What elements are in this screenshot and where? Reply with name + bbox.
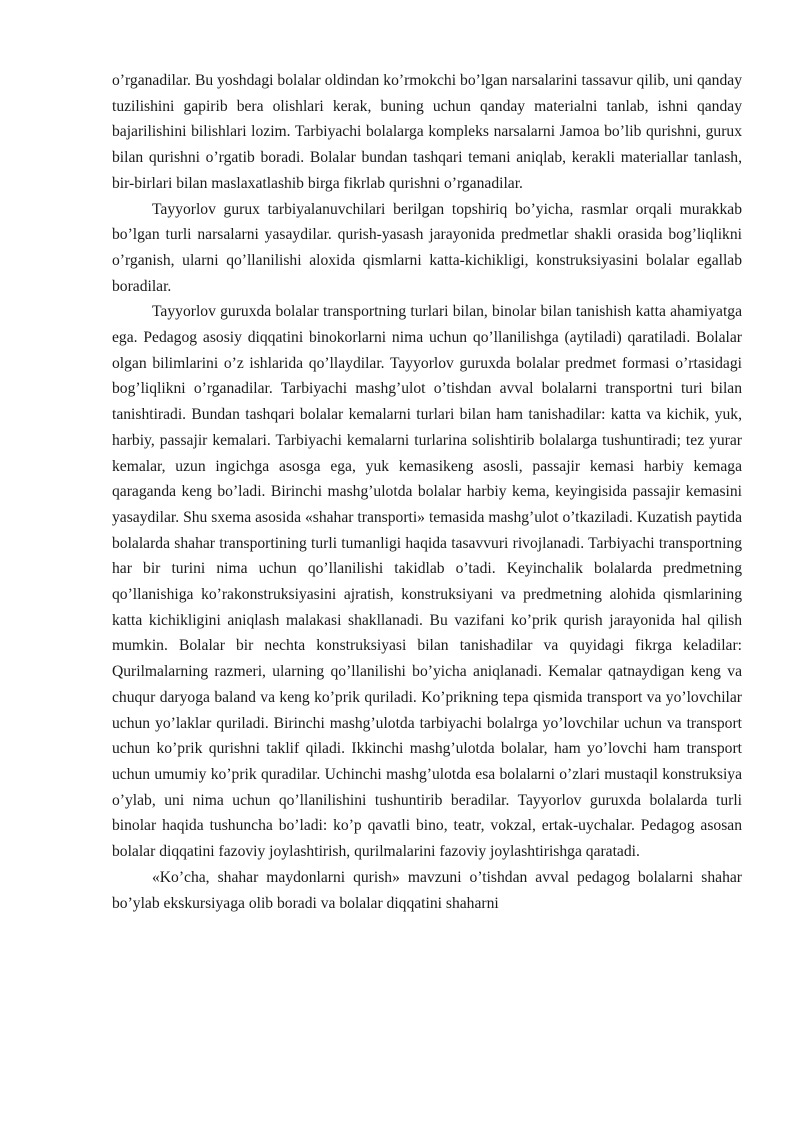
paragraph-1: o’rganadilar. Bu yoshdagi bolalar oldindan ko’rmokchi bo’lgan narsalarini tassavur qilib, uni qanday tuzilishini gapirib bera olishlari kerak, buning uchun qanday materialni tanlab, ishni qanday bajarilishini bilishlari lozim. Tarbiyachi bolalarga kompleks narsalarni Jamoa bo’lib qurishni, gurux bilan qurishni o’rgatib boradi. Bolalar bundan tashqari temani aniqlab, kerakli materiallar tanlash, bir-birlari bilan maslaxatlashib birga fikrlab qurishni o’rganadilar. [112, 72, 742, 192]
document-page [112, 68, 742, 916]
paragraph-4: «Ko’cha, shahar maydonlarni qurish» mavzuni o’tishdan avval pedagog bolalarni shahar bo’ylab ekskursiyaga olib boradi va bolalar diqqatini shaharni [112, 868, 742, 912]
paragraph-2: Tayyorlov gurux tarbiyalanuvchilari berilgan topshiriq bo’yicha, rasmlar orqali murakkab bo’lgan turli narsalarni yasaydilar. qurish-yasash jarayonida predmetlar shakli orasida bog’liqlikni o’rganish, ularni qo’llanilishi aloxida qismlarni katta-kichikligi, konstruksiyasini bolalar egallab boradilar. [112, 200, 742, 295]
paragraph-3: Tayyorlov guruxda bolalar transportning turlari bilan, binolar bilan tanishish katta ahamiyatga ega. Pedagog asosiy diqqatini binokorlarni nima uchun qo’llanilishga (aytiladi) qaratiladi. Bolalar olgan bilimlarini o’z ishlarida qo’llaydilar. Tayyorlov guruxda bolalar predmet formasi o’rtasidagi bog’liqlikni o’rganadilar. Tarbiyachi mashg’ulot o’tishdan avval bolalarni transportni turi bilan tanishtiradi. Bundan tashqari bolalar kemalarni turlari bilan ham tanishadilar: katta va kichik, yuk, harbiy, passajir kemalari. Tarbiyachi kemalarni turlarina solishtirib bolalarga tushuntiradi; tez yurar kemalar, uzun ingichga asosga ega, yuk kemasikeng asosli, passajir kemasi harbiy kemaga qaraganda keng bo’ladi. Birinchi mashg’ulotda bolalar harbiy kema, keyingisida passajir kemasini yasaydilar. Shu sxema asosida «shahar transporti» temasida mashg’ulot o’tkaziladi. Kuzatish paytida bolalarda shahar transportining turli tumanligi haqida tasavvuri rivojlanadi. Tarbiyachi transportning har bir turini nima uchun qo’llanilishi takidlab o’tadi. Keyinchalik bolalarda predmetning qo’llanishiga ko’rakonstruksiyasini ajratish, konstruksiyani va predmetning alohida qismlarining katta kichikligini aniqlash malakasi shakllanadi. Bu vazifani ko’prik qurish jarayonida hal qilish mumkin. Bolalar bir nechta konstruksiyasi bilan tanishadilar va quyidagi fikrga keladilar: Qurilmalarning razmeri, ularning qo’llanilishi bo’yicha aniqlanadi. Kemalar qatnaydigan keng va chuqur daryoga baland va keng ko’prik quriladi. Ko’prikning tepa qismida transport va yo’lovchilar uchun yo’laklar quriladi. Birinchi mashg’ulotda tarbiyachi bolalrga yo’lovchilar uchun va transport uchun ko’prik qurishni taklif qiladi. Ikkinchi mashg’ulotda bolalar, ham yo’lovchi ham transport uchun umumiy ko’prik quradilar. Uchinchi mashg’ulotda esa bolalarni o’zlari mustaqil konstruksiya o’ylab, uni nima uchun qo’llanilishini tushuntirib beradilar. Tayyorlov guruxda bolalarda turli binolar haqida tushuncha bo’ladi: ko’p qavatli bino, teatr, vokzal, ertak-uychalar. Pedagog asosan bolalar diqqatini fazoviy joylashtirish, qurilmalarini fazoviy joylashtirishga qaratadi. [112, 303, 742, 861]
